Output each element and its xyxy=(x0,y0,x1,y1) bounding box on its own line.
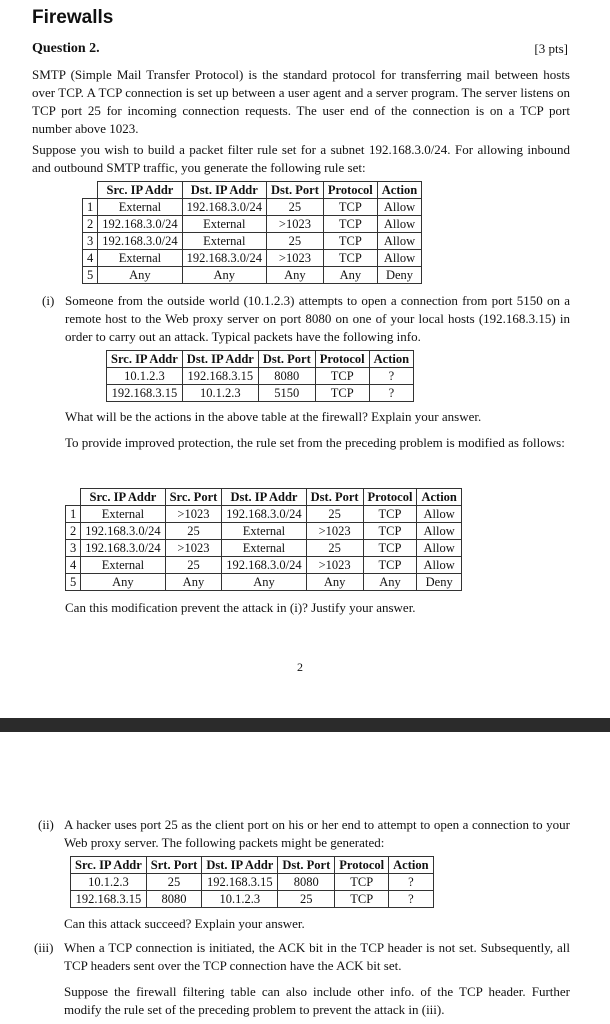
rule-table-2-cell: Allow xyxy=(417,523,461,540)
rule-table-1-cell: Any xyxy=(266,267,323,284)
rule-table-2-cell: 192.168.3.0/24 xyxy=(81,540,165,557)
packet-table-i-header-cell: Src. IP Addr xyxy=(107,351,183,368)
rule-table-2-cell: TCP xyxy=(363,523,417,540)
section-title: Firewalls xyxy=(32,7,114,28)
rule-table-2-cell: >1023 xyxy=(165,506,222,523)
packet-table-ii-cell: 192.168.3.15 xyxy=(71,891,147,908)
part-i-label: (i) xyxy=(42,293,55,308)
rule-table-2-cell: External xyxy=(81,506,165,523)
rule-table-1-cell: 5 xyxy=(83,267,98,284)
packet-table-ii-header-cell: Action xyxy=(389,857,433,874)
rule-table-1-cell: TCP xyxy=(323,233,377,250)
table-row xyxy=(83,250,422,267)
rule-table-2-cell: 25 xyxy=(165,523,222,540)
page-divider xyxy=(0,718,610,732)
rule-table-2-cell: Any xyxy=(165,574,222,591)
rule-table-2-cell: 25 xyxy=(306,506,363,523)
rule-table-1-cell: Allow xyxy=(377,233,421,250)
packet-table-ii-header-cell: Src. IP Addr xyxy=(71,857,147,874)
rule-table-1-cell: >1023 xyxy=(266,216,323,233)
rule-table-2-cell: >1023 xyxy=(306,557,363,574)
rule-table-1-cell: Allow xyxy=(377,216,421,233)
part-iii-label: (iii) xyxy=(34,940,54,955)
rule-table-2-cell: 192.168.3.0/24 xyxy=(222,506,306,523)
rule-table-1-cell: External xyxy=(182,233,266,250)
page-2 xyxy=(0,732,610,1024)
rule-table-2-cell: 25 xyxy=(306,540,363,557)
question-label: Question 2. xyxy=(32,41,100,56)
part-i-question: What will be the actions in the above table at the firewall? Explain your answer. xyxy=(65,409,482,424)
packet-table-ii xyxy=(70,856,434,908)
packet-table-i-cell: ? xyxy=(369,368,413,385)
rule-table-2-header-cell: Action xyxy=(417,489,461,506)
rule-table-1-header-cell: Action xyxy=(377,182,421,199)
packet-table-i xyxy=(106,350,414,402)
rule-table-2-header-cell: Src. Port xyxy=(165,489,222,506)
rule-table-2-header-cell: Src. IP Addr xyxy=(81,489,165,506)
rule-table-1-header-cell: Src. IP Addr xyxy=(98,182,182,199)
packet-table-ii-header-cell: Dst. Port xyxy=(278,857,335,874)
packet-table-ii-header-cell: Srt. Port xyxy=(146,857,202,874)
rule-table-1-cell: Allow xyxy=(377,250,421,267)
packet-table-ii-header-cell: Dst. IP Addr xyxy=(202,857,278,874)
packet-table-ii-cell: 8080 xyxy=(278,874,335,891)
rule-table-1-cell: 192.168.3.0/24 xyxy=(182,199,266,216)
rule-table-2-header-cell: Dst. Port xyxy=(306,489,363,506)
rule-table-1-cell: >1023 xyxy=(266,250,323,267)
rule-table-1-cell: Any xyxy=(323,267,377,284)
rule-table-2-cell: External xyxy=(222,540,306,557)
rule-table-1-cell: 2 xyxy=(83,216,98,233)
part-ii-label: (ii) xyxy=(38,817,54,832)
intro-paragraph: SMTP (Simple Mail Transfer Protocol) is the standard protocol for transferring mail between hosts over TCP. A TCP connection is set up between a user agent and a server program. The server listens on TCP port 25 for incoming connection requests. The user end of the connection is on a TCP port number above 1023. xyxy=(32,67,570,136)
table-row xyxy=(107,368,414,385)
rule-table-2-cell: 192.168.3.0/24 xyxy=(222,557,306,574)
page-number: 2 xyxy=(297,660,303,674)
rule-table-1-cell: Allow xyxy=(377,199,421,216)
rule-table-2-cell: TCP xyxy=(363,557,417,574)
rule-table-2-cell: External xyxy=(222,523,306,540)
rule-table-1 xyxy=(82,181,422,284)
table-row xyxy=(83,199,422,216)
packet-table-ii-header-cell: Protocol xyxy=(335,857,389,874)
rule-table-2-cell: 2 xyxy=(66,523,81,540)
table-row xyxy=(83,267,422,284)
packet-table-ii-cell: TCP xyxy=(335,891,389,908)
rule-table-2-cell: 3 xyxy=(66,540,81,557)
rule-table-2-cell: Any xyxy=(81,574,165,591)
packet-table-i-header-row xyxy=(107,351,414,368)
packet-table-ii-header-row xyxy=(71,857,434,874)
rule-table-2-cell: Deny xyxy=(417,574,461,591)
rule-table-1-header-cell: Protocol xyxy=(323,182,377,199)
packet-table-ii-cell: TCP xyxy=(335,874,389,891)
packet-table-ii-cell: 192.168.3.15 xyxy=(202,874,278,891)
rule-table-2-cell: TCP xyxy=(363,506,417,523)
rule-table-1-cell: 25 xyxy=(266,233,323,250)
rule-table-2-cell: >1023 xyxy=(165,540,222,557)
rule-table-1-cell: TCP xyxy=(323,199,377,216)
packet-table-ii-cell: 8080 xyxy=(146,891,202,908)
part-iii xyxy=(34,939,570,1019)
rule-table-1-header-row xyxy=(83,182,422,199)
rule-table-1-header-cell xyxy=(83,182,98,199)
part-i-text: Someone from the outside world (10.1.2.3) attempts to open a connection from port 5150 on a remote host to the Web proxy server on port 8080 on one of your local hosts (192.168.3.15) in order to carry out an attack. Typical packets have the following info. xyxy=(65,293,570,344)
rule-table-2-cell: External xyxy=(81,557,165,574)
table-row xyxy=(83,233,422,250)
rule-table-1-header-cell: Dst. IP Addr xyxy=(182,182,266,199)
modification-question: Can this modification prevent the attack in (i)? Justify your answer. xyxy=(65,600,416,615)
table-row xyxy=(66,574,462,591)
rule-table-1-cell: 192.168.3.0/24 xyxy=(98,216,182,233)
table-row xyxy=(66,557,462,574)
rule-table-2 xyxy=(65,488,462,591)
part-i xyxy=(42,292,570,346)
packet-table-i-cell: 8080 xyxy=(258,368,315,385)
rule-table-1-cell: 192.168.3.0/24 xyxy=(182,250,266,267)
packet-table-i-header-cell: Dst. Port xyxy=(258,351,315,368)
part-ii xyxy=(38,816,570,852)
rule-table-2-header-cell: Protocol xyxy=(363,489,417,506)
rule-table-1-cell: 4 xyxy=(83,250,98,267)
rule-table-1-cell: External xyxy=(98,250,182,267)
rule-table-2-cell: 4 xyxy=(66,557,81,574)
packet-table-ii-cell: 25 xyxy=(278,891,335,908)
rule-table-1-cell: Any xyxy=(98,267,182,284)
packet-table-i-header-cell: Action xyxy=(369,351,413,368)
rule-table-2-cell: 25 xyxy=(165,557,222,574)
rule-table-1-cell: 25 xyxy=(266,199,323,216)
rule-table-2-cell: Allow xyxy=(417,557,461,574)
packet-table-ii-cell: ? xyxy=(389,874,433,891)
packet-table-ii-cell: ? xyxy=(389,891,433,908)
part-ii-text: A hacker uses port 25 as the client port on his or her end to attempt to open a connection to your Web proxy server. The following packets might be generated: xyxy=(64,817,570,850)
packet-table-i-header-cell: Protocol xyxy=(315,351,369,368)
rule-table-1-cell: TCP xyxy=(323,216,377,233)
packet-table-i-cell: ? xyxy=(369,385,413,402)
rule-table-2-cell: Allow xyxy=(417,506,461,523)
packet-table-i-cell: 5150 xyxy=(258,385,315,402)
question-points: [3 pts] xyxy=(534,41,568,56)
rule-table-2-header-cell xyxy=(66,489,81,506)
rule-table-2-cell: Allow xyxy=(417,540,461,557)
rule-table-1-cell: Any xyxy=(182,267,266,284)
table-row xyxy=(83,216,422,233)
rule-table-2-header-cell: Dst. IP Addr xyxy=(222,489,306,506)
rule-table-2-cell: Any xyxy=(363,574,417,591)
rule-table-2-cell: 1 xyxy=(66,506,81,523)
packet-table-i-cell: 10.1.2.3 xyxy=(182,385,258,402)
rule-table-2-cell: 5 xyxy=(66,574,81,591)
packet-table-ii-cell: 25 xyxy=(146,874,202,891)
table-row xyxy=(66,540,462,557)
table-row xyxy=(71,874,434,891)
rule-table-2-header-row xyxy=(66,489,462,506)
part-iii-text-2: Suppose the firewall filtering table can also include other info. of the TCP header. Further modify the rule set of the preceding problem to prevent the attack in (iii). xyxy=(64,984,570,1017)
table-row xyxy=(71,891,434,908)
setup-paragraph: Suppose you wish to build a packet filter rule set for a subnet 192.168.3.0/24. For allowing inbound and outbound SMTP traffic, you generate the following rule set: xyxy=(32,142,570,175)
rule-table-2-cell: Any xyxy=(306,574,363,591)
packet-table-ii-cell: 10.1.2.3 xyxy=(202,891,278,908)
packet-table-ii-cell: 10.1.2.3 xyxy=(71,874,147,891)
rule-table-1-header-cell: Dst. Port xyxy=(266,182,323,199)
rule-table-1-cell: 1 xyxy=(83,199,98,216)
rule-table-2-cell: Any xyxy=(222,574,306,591)
part-ii-question: Can this attack succeed? Explain your answer. xyxy=(64,916,305,931)
rule-table-1-cell: External xyxy=(182,216,266,233)
packet-table-i-cell: TCP xyxy=(315,385,369,402)
packet-table-i-cell: 192.168.3.15 xyxy=(107,385,183,402)
table-row xyxy=(107,385,414,402)
packet-table-i-cell: 192.168.3.15 xyxy=(182,368,258,385)
packet-table-i-cell: TCP xyxy=(315,368,369,385)
rule-table-2-cell: TCP xyxy=(363,540,417,557)
modified-paragraph: To provide improved protection, the rule set from the preceding problem is modified as follows: xyxy=(65,435,565,450)
packet-table-i-cell: 10.1.2.3 xyxy=(107,368,183,385)
table-row xyxy=(66,523,462,540)
rule-table-1-cell: TCP xyxy=(323,250,377,267)
packet-table-i-header-cell: Dst. IP Addr xyxy=(182,351,258,368)
part-iii-text: When a TCP connection is initiated, the ACK bit in the TCP header is not set. Subsequently, all TCP headers sent over the TCP connection have the ACK bit set. xyxy=(64,940,570,973)
rule-table-2-cell: 192.168.3.0/24 xyxy=(81,523,165,540)
rule-table-1-cell: External xyxy=(98,199,182,216)
rule-table-1-cell: Deny xyxy=(377,267,421,284)
rule-table-1-cell: 3 xyxy=(83,233,98,250)
rule-table-1-cell: 192.168.3.0/24 xyxy=(98,233,182,250)
table-row xyxy=(66,506,462,523)
rule-table-2-cell: >1023 xyxy=(306,523,363,540)
